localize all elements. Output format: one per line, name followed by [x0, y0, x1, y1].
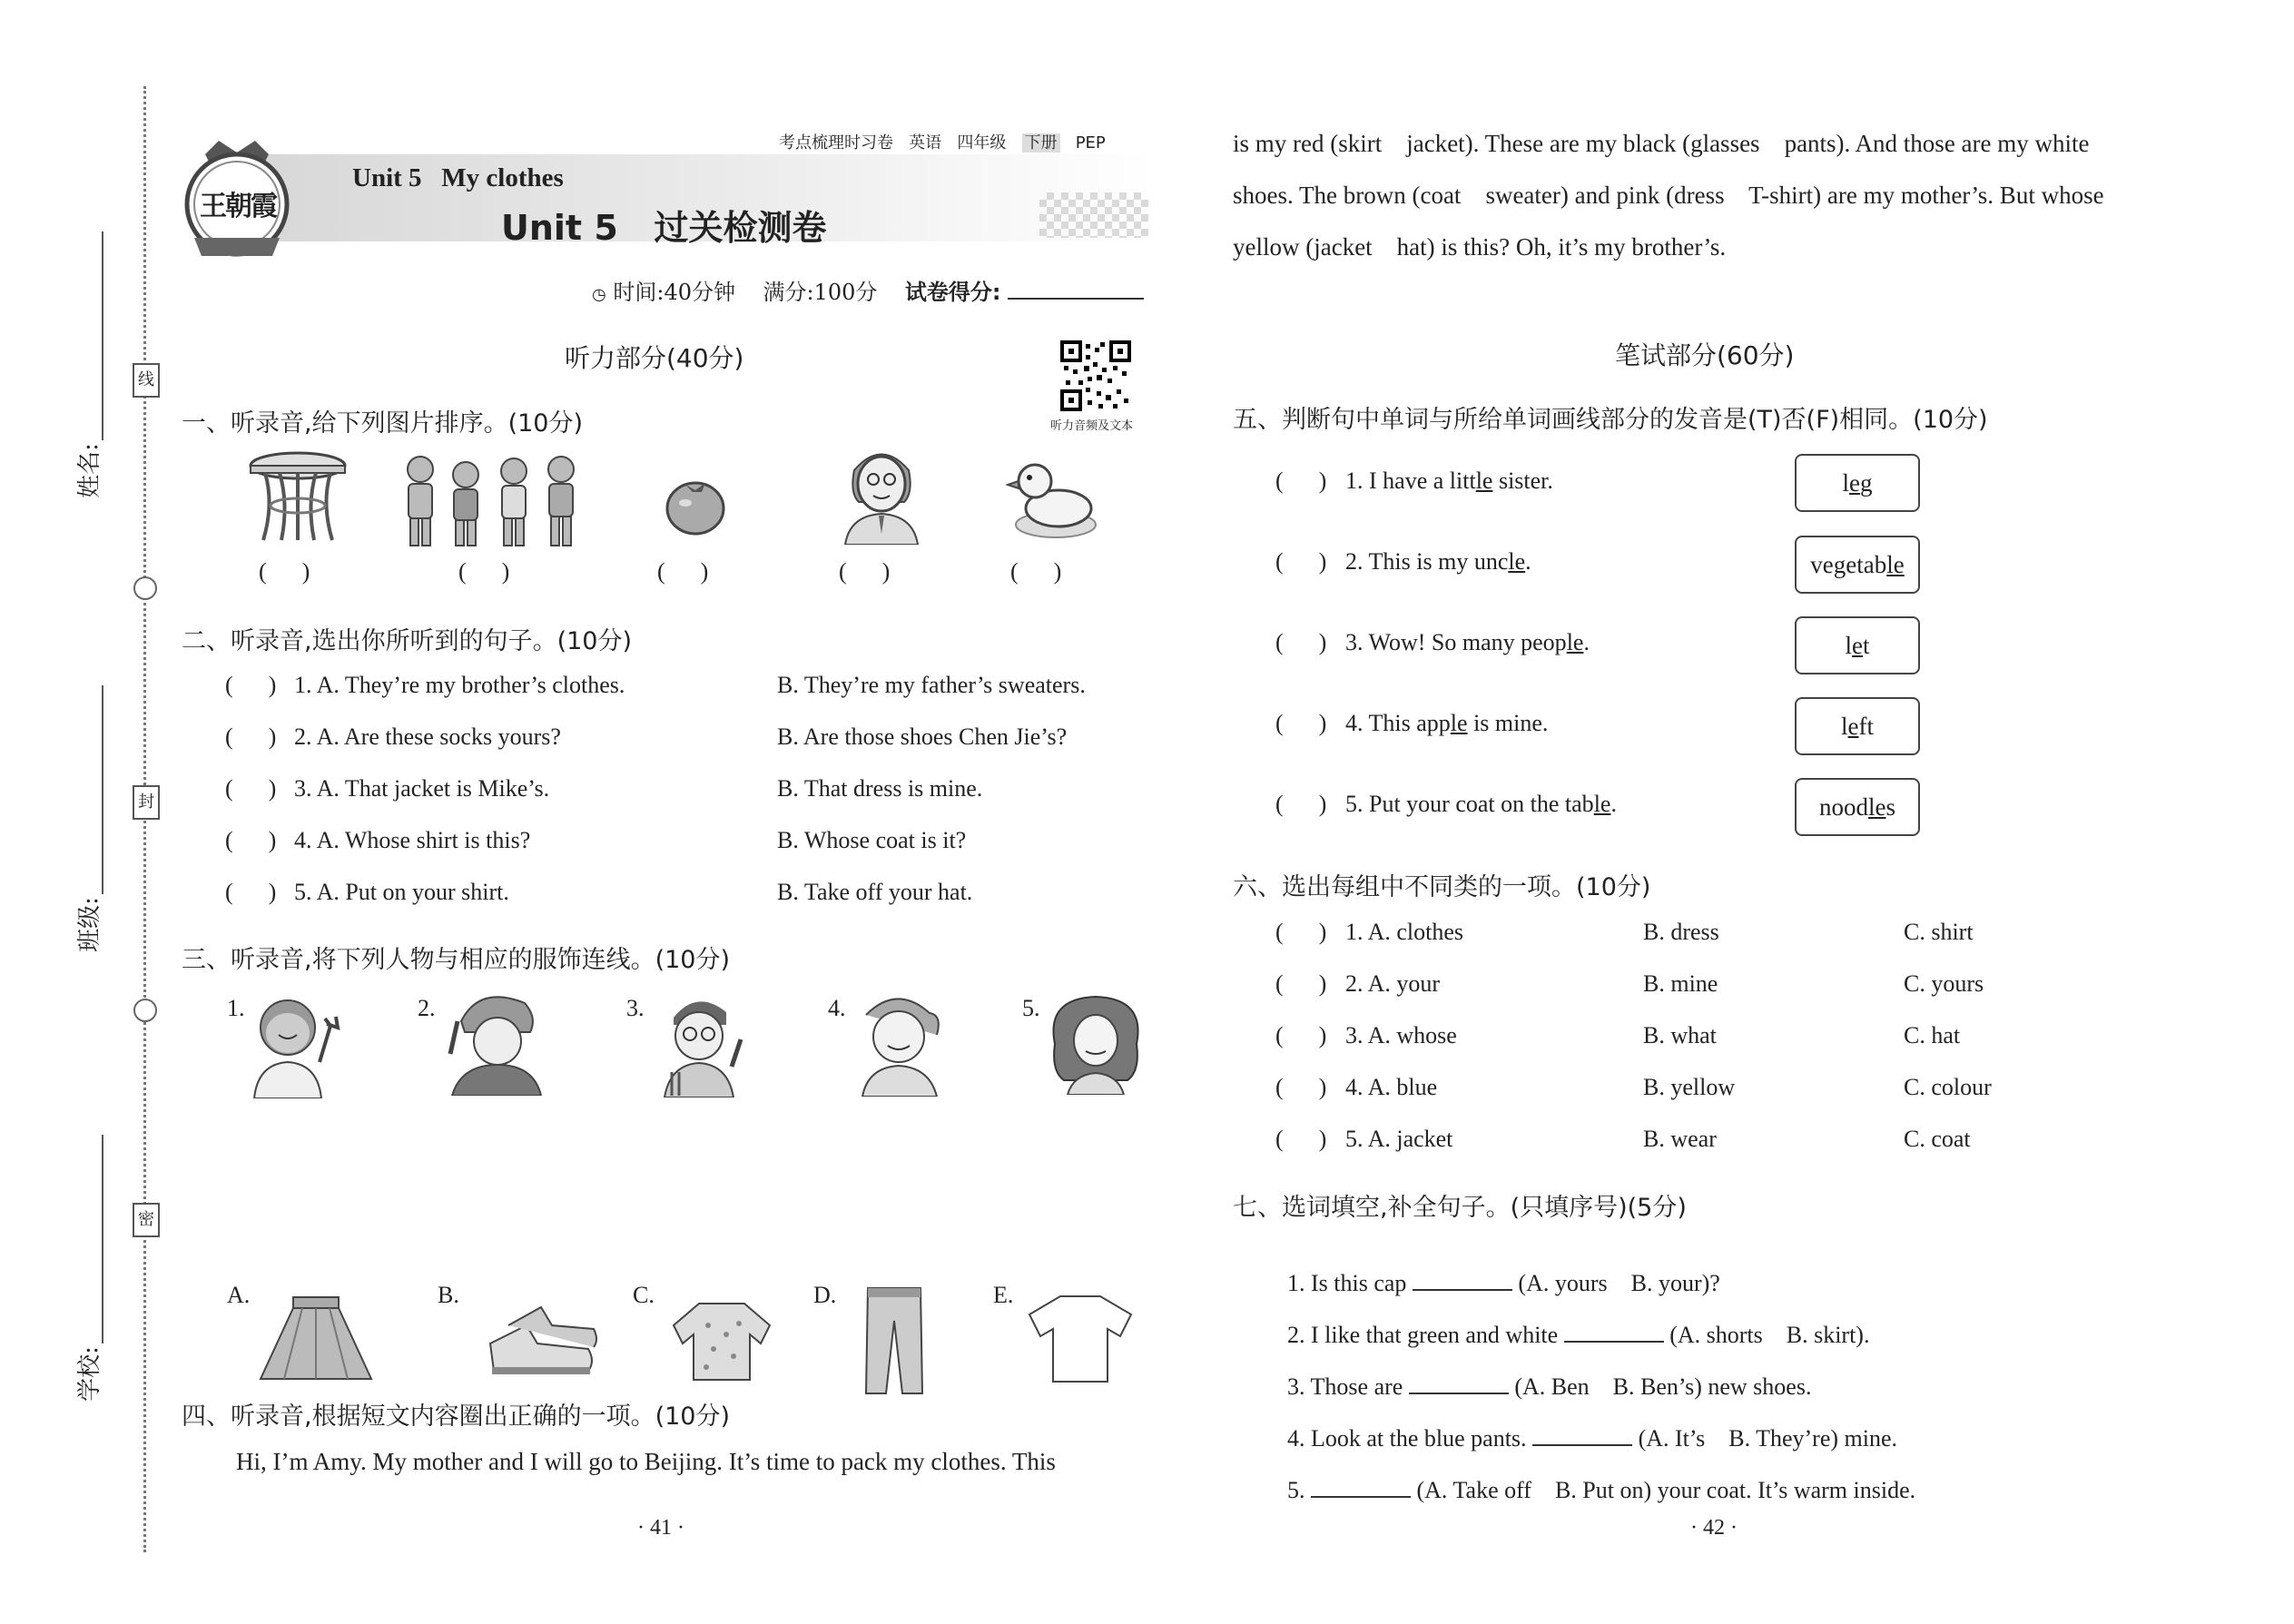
cut-circle-1 — [133, 576, 157, 600]
woman-curly-icon — [1046, 989, 1146, 1095]
exam-meta — [592, 274, 1144, 306]
s6-option-5c: C. coat — [1904, 1126, 1971, 1152]
s2-paren-3[interactable]: ( ) — [225, 775, 277, 802]
name-label: 姓名: — [75, 443, 103, 498]
class-field-line[interactable] — [102, 685, 103, 894]
girl-ponytail-icon — [852, 988, 951, 1097]
s5-paren-2[interactable]: ( ) — [1275, 548, 1327, 575]
s3-person-5-label: 5. — [1022, 995, 1040, 1021]
qr-caption: 听力音频及文本 — [1050, 419, 1134, 433]
school-field-line[interactable] — [102, 1135, 103, 1343]
s2-option-4b: B. Whose coat is it? — [777, 827, 967, 853]
s7-blank-4[interactable] — [1532, 1424, 1632, 1446]
tomato-icon — [665, 474, 725, 536]
class-label: 班级: — [75, 897, 103, 952]
s1-answer-2[interactable]: ( ) — [458, 558, 510, 585]
brand-logo — [178, 136, 296, 263]
grade-name: 四年级 — [957, 133, 1007, 153]
s6-option-5b: B. wear — [1643, 1126, 1717, 1152]
section-3-title: 三、听录音,将下列人物与相应的服饰连线。(10分) — [182, 946, 731, 974]
cut-mark-top: 线 — [133, 363, 160, 398]
series-name: 考点梳理时习卷 — [779, 133, 893, 153]
s6-paren-1[interactable]: ( ) — [1275, 919, 1327, 945]
s2-option-1a: 1. A. They’re my brother’s clothes. — [294, 672, 625, 698]
pants-icon — [862, 1284, 926, 1397]
name-field-line[interactable] — [102, 231, 103, 440]
section-1-title: 一、听录音,给下列图片排序。(10分) — [182, 409, 584, 438]
qr-code[interactable] — [1060, 340, 1131, 411]
s5-paren-3[interactable]: ( ) — [1275, 629, 1327, 655]
unit-subtitle: Unit 5 My clothes — [352, 163, 564, 192]
s2-paren-4[interactable]: ( ) — [225, 827, 277, 853]
cut-mark-mid: 封 — [133, 785, 160, 820]
subject-name: 英语 — [909, 133, 942, 153]
section-7-title: 七、选词填空,补全句子。(只填序号)(5分) — [1233, 1194, 1687, 1222]
s6-option-4b: B. yellow — [1643, 1074, 1736, 1100]
s5-paren-4[interactable]: ( ) — [1275, 710, 1327, 736]
exam-full-score: 满分:100分 — [763, 280, 878, 305]
s5-paren-5[interactable]: ( ) — [1275, 791, 1327, 817]
section-6-title: 六、选出每组中不同类的一项。(10分) — [1233, 873, 1651, 901]
page-title: Unit 5 过关检测卷 — [501, 208, 827, 248]
s5-wordbox-1: l e g — [1795, 454, 1920, 512]
listening-title: 听力部分(40分) — [565, 343, 744, 373]
s3-person-2-label: 2. — [418, 995, 436, 1021]
boy-cap-icon — [443, 985, 550, 1096]
boy-waving-icon — [247, 989, 347, 1098]
s2-option-3b: B. That dress is mine. — [777, 775, 983, 802]
page-number-right: · 42 · — [1690, 1516, 1738, 1540]
old-man-icon — [841, 443, 922, 545]
s2-option-2b: B. Are those shoes Chen Jie’s? — [777, 723, 1068, 750]
series-line — [779, 130, 1106, 153]
s1-answer-1[interactable]: ( ) — [259, 558, 310, 585]
s5-wordbox-3: l e t — [1795, 616, 1920, 674]
s6-option-2c: C. yours — [1904, 970, 1984, 997]
s2-paren-5[interactable]: ( ) — [225, 879, 277, 905]
s5-wordbox-5: nood le s — [1795, 778, 1920, 836]
page-number-left: · 41 · — [637, 1516, 684, 1540]
tshirt-icon — [1026, 1291, 1135, 1385]
duck-icon — [1006, 454, 1098, 543]
binding-margin — [0, 0, 163, 1624]
s5-sentence-4: 4. This apple is mine. — [1345, 710, 1549, 736]
passage-line-1: Hi, I’m Amy. My mother and I will go to Beijing. It’s time to pack my clothes. This — [236, 1448, 1056, 1475]
s6-option-2a: 2. A. your — [1345, 970, 1440, 997]
s2-paren-2[interactable]: ( ) — [225, 723, 277, 750]
s2-paren-1[interactable]: ( ) — [225, 672, 277, 698]
s6-option-4a: 4. A. blue — [1345, 1074, 1438, 1100]
s7-blank-1[interactable] — [1413, 1269, 1512, 1291]
s5-sentence-1: 1. I have a little sister. — [1345, 468, 1553, 494]
school-label: 学校: — [75, 1346, 103, 1402]
s7-blank-5[interactable] — [1311, 1476, 1411, 1498]
boy-glasses-icon — [652, 985, 752, 1097]
s1-answer-3[interactable]: ( ) — [657, 558, 709, 585]
s2-option-5b: B. Take off your hat. — [777, 879, 973, 905]
s6-option-1a: 1. A. clothes — [1345, 919, 1463, 945]
s6-paren-4[interactable]: ( ) — [1275, 1074, 1327, 1100]
s6-paren-5[interactable]: ( ) — [1275, 1126, 1327, 1152]
s7-item-3: 3. Those are (A. Ben B. Ben’s) new shoes. — [1287, 1373, 1812, 1400]
s5-sentence-5: 5. Put your coat on the table. — [1345, 791, 1617, 817]
s6-option-4c: C. colour — [1904, 1074, 1992, 1100]
edition-name: PEP — [1075, 133, 1106, 153]
s3-clothes-b-label: B. — [438, 1282, 459, 1308]
s7-blank-2[interactable] — [1564, 1321, 1664, 1343]
header-checker — [1039, 192, 1148, 238]
s1-answer-5[interactable]: ( ) — [1010, 558, 1062, 585]
s5-sentence-3: 3. Wow! So many people. — [1345, 629, 1590, 655]
s7-item-2: 2. I like that green and white (A. shorts B. skirt). — [1287, 1322, 1870, 1348]
section-2-title: 二、听录音,选出你所听到的句子。(10分) — [182, 627, 633, 655]
clock-icon: ◷ — [592, 285, 606, 304]
s6-option-3b: B. what — [1643, 1022, 1717, 1048]
s5-wordbox-4: l e ft — [1795, 697, 1920, 755]
s6-option-5a: 5. A. jacket — [1345, 1126, 1453, 1152]
table-icon — [247, 449, 349, 547]
s6-paren-3[interactable]: ( ) — [1275, 1022, 1327, 1048]
s6-option-2b: B. mine — [1643, 970, 1718, 997]
skirt-icon — [257, 1294, 375, 1384]
s6-option-3a: 3. A. whose — [1345, 1022, 1457, 1048]
s3-person-3-label: 3. — [626, 995, 645, 1021]
s5-paren-1[interactable]: ( ) — [1275, 468, 1327, 494]
s1-answer-4[interactable]: ( ) — [839, 558, 891, 585]
children-group-icon — [398, 449, 588, 549]
s3-clothes-c-label: C. — [633, 1282, 655, 1308]
logo-text: 王朝霞 — [200, 191, 276, 222]
writing-title: 笔试部分(60分) — [1615, 340, 1795, 370]
section-5-title: 五、判断句中单词与所给单词画线部分的发音是(T)否(F)相同。(10分) — [1233, 406, 1988, 434]
s2-option-5a: 5. A. Put on your shirt. — [294, 879, 509, 905]
s7-item-1: 1. Is this cap (A. yours B. your)? — [1287, 1270, 1720, 1296]
s5-wordbox-2: vegetab le — [1795, 536, 1920, 594]
passage-line-4: yellow (jacket hat) is this? Oh, it’s my brother’s. — [1233, 233, 1727, 261]
passage-line-3: shoes. The brown (coat sweater) and pink (dress T-shirt) are my mother’s. But whose — [1233, 182, 2104, 209]
cut-circle-2 — [133, 999, 157, 1022]
s5-sentence-2: 2. This is my uncle. — [1345, 548, 1531, 575]
s7-item-5: 5. (A. Take off B. Put on) your coat. It’s warm inside. — [1287, 1477, 1916, 1503]
passage-line-2: is my red (skirt jacket). These are my black (glasses pants). And those are my white — [1233, 130, 2090, 157]
cut-mark-bottom: 密 — [133, 1203, 160, 1237]
score-input[interactable] — [1008, 280, 1144, 300]
score-label: 试卷得分: — [904, 280, 1001, 305]
s6-option-3c: C. hat — [1904, 1022, 1961, 1048]
sweater-icon — [672, 1298, 772, 1385]
s3-clothes-e-label: E. — [993, 1282, 1014, 1308]
s3-person-4-label: 4. — [828, 995, 846, 1021]
s2-option-3a: 3. A. That jacket is Mike’s. — [294, 775, 550, 802]
section-4-title: 四、听录音,根据短文内容圈出正确的一项。(10分) — [182, 1403, 731, 1431]
s7-item-4: 4. Look at the blue pants. (A. It’s B. They’re) mine. — [1287, 1425, 1898, 1452]
s3-person-1-label: 1. — [227, 995, 245, 1021]
s3-clothes-d-label: D. — [813, 1282, 837, 1308]
exam-time: 时间:40分钟 — [613, 280, 735, 305]
s6-paren-2[interactable]: ( ) — [1275, 970, 1327, 997]
s2-option-1b: B. They’re my father’s sweaters. — [777, 672, 1086, 698]
s3-clothes-a-label: A. — [227, 1282, 251, 1308]
s2-option-4a: 4. A. Whose shirt is this? — [294, 827, 531, 853]
s6-option-1c: C. shirt — [1904, 919, 1974, 945]
s7-blank-3[interactable] — [1409, 1373, 1509, 1394]
s6-option-1b: B. dress — [1643, 919, 1719, 945]
volume-name: 下册 — [1022, 133, 1060, 153]
s2-option-2a: 2. A. Are these socks yours? — [294, 723, 561, 750]
shoes-icon — [481, 1298, 599, 1382]
